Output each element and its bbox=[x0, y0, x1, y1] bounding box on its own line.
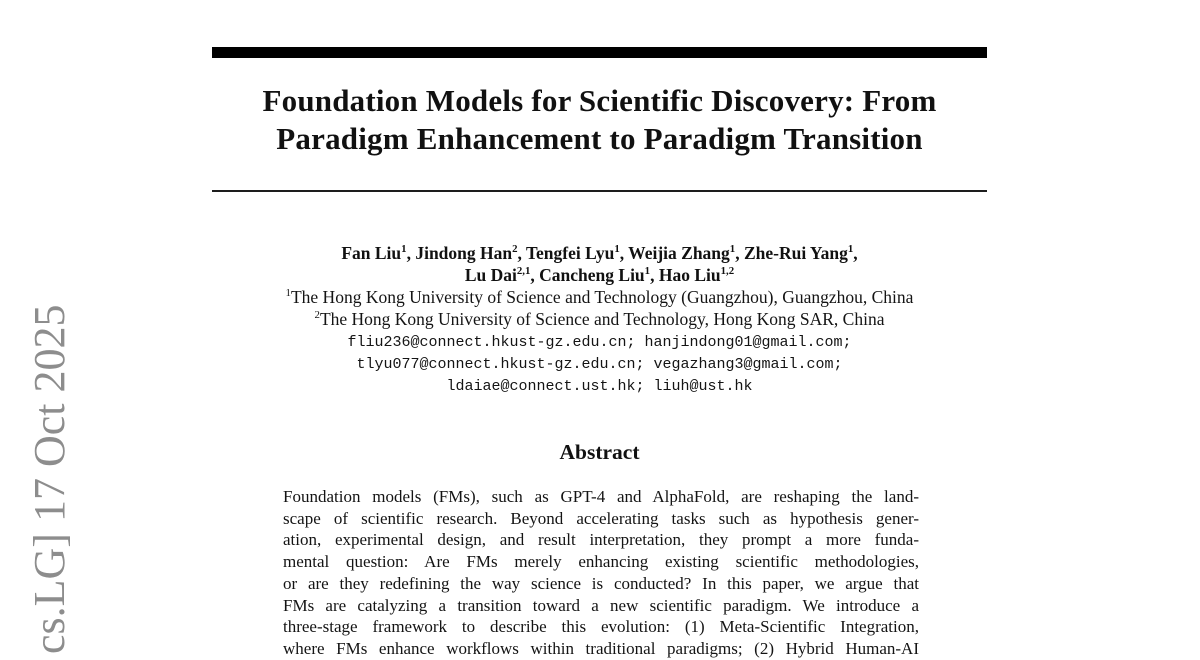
paper-title-line-2: Paradigm Enhancement to Paradigm Transition bbox=[276, 121, 923, 156]
author-affil-superscript: 1 bbox=[401, 243, 407, 256]
abstract-line: or are they redefining the way science is conducted? In this paper, we argue that bbox=[283, 573, 919, 593]
affiliation-line: $^2$The Hong Kong University of Science and Technology, Hong Kong SAR, China bbox=[314, 309, 885, 329]
abstract-line: ation, experimental design, and result interpretation, they prompt a more funda- bbox=[283, 530, 919, 550]
title-rule-bottom bbox=[212, 190, 987, 192]
author-line-1: Fan Liu$^1$, Jindong Han$^2$, Tengfei Lyu$^1$, Weijia Zhang$^1$, Zhe-Rui Yang$^1$, bbox=[341, 243, 858, 263]
affiliation-superscript: 2 bbox=[314, 309, 320, 322]
email-line: fliu236@connect.hkust-gz.edu.cn; hanjindong01@gmail.com; bbox=[347, 334, 852, 351]
affiliation-superscript: 1 bbox=[285, 287, 291, 300]
email-line: ldaiae@connect.ust.hk; liuh@ust.hk bbox=[446, 378, 753, 395]
title-rule-top bbox=[212, 47, 987, 58]
page-content-column bbox=[212, 0, 987, 658]
abstract-line: Foundation models (FMs), such as GPT-4 and AlphaFold, are reshaping the land- bbox=[283, 487, 919, 506]
arxiv-stamp-text: cs.LG] 17 Oct 2025 bbox=[25, 304, 74, 654]
email-block bbox=[212, 332, 987, 398]
author-affil-superscript: 1,2 bbox=[720, 265, 735, 278]
email-line: tlyu077@connect.hkust-gz.edu.cn; vegazhang3@gmail.com; bbox=[356, 356, 843, 373]
author-line-2: Lu Dai$^{2,1}$, Cancheng Liu$^1$, Hao Liu$^{1,2}$ bbox=[464, 265, 735, 285]
author-affil-superscript: 1 bbox=[614, 243, 620, 256]
author-affil-superscript: 2,1 bbox=[516, 265, 531, 278]
author-affil-superscript: 2 bbox=[512, 243, 518, 256]
author-affil-superscript: 1 bbox=[729, 243, 736, 256]
abstract-line: FMs are catalyzing a transition toward a new scientific paradigm. We introduce a bbox=[283, 595, 919, 615]
abstract-line: mental question: Are FMs merely enhancing existing scientific methodologies, bbox=[283, 552, 919, 572]
paper-title-line-1: Foundation Models for Scientific Discovery: From bbox=[262, 83, 937, 118]
author-affil-superscript: 1 bbox=[847, 243, 854, 256]
abstract-line: where FMs enhance workflows within traditional paradigms; (2) Hybrid Human-AI bbox=[283, 638, 919, 658]
abstract-line: three-stage framework to describe this evolution: (1) Meta-Scientific Integration, bbox=[283, 617, 919, 637]
abstract-line: scape of scientific research. Beyond accelerating tasks such as hypothesis gener- bbox=[283, 508, 919, 528]
affiliation-line: $^1$The Hong Kong University of Science and Technology (Guangzhou), Guangzhou, China bbox=[285, 287, 914, 307]
affiliation-block bbox=[212, 286, 987, 330]
abstract-heading: Abstract bbox=[559, 440, 640, 464]
paper-title bbox=[212, 82, 987, 158]
author-block bbox=[212, 242, 987, 286]
abstract-text bbox=[283, 486, 919, 660]
author-affil-superscript: 1 bbox=[644, 265, 651, 278]
